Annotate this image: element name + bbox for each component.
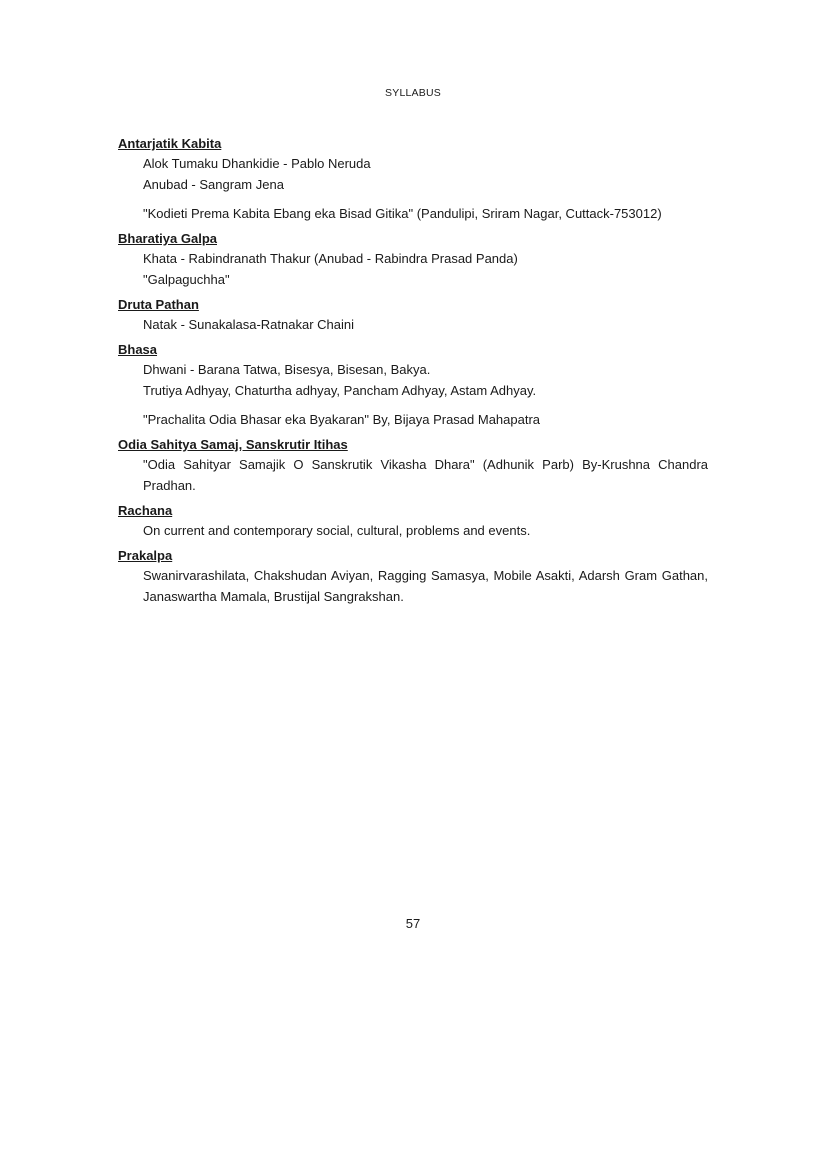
section-line: "Kodieti Prema Kabita Ebang eka Bisad Gitika" (Pandulipi, Sriram Nagar, Cuttack-753012) — [143, 206, 662, 221]
section-line: "Prachalita Odia Bhasar eka Byakaran" By, Bijaya Prasad Mahapatra — [143, 412, 541, 427]
section-heading: Rachana — [118, 503, 173, 518]
section-line: Dhwani - Barana Tatwa, Bisesya, Bisesan, Bakya. — [143, 362, 431, 377]
section-line: "Galpaguchha" — [143, 272, 230, 287]
section-line: Trutiya Adhyay, Chaturtha adhyay, Pancham Adhyay, Astam Adhyay. — [143, 383, 537, 398]
running-header: SYLLABUS — [385, 87, 441, 99]
section-heading: Druta Pathan — [118, 297, 199, 312]
section-line: Natak - Sunakalasa-Ratnakar Chaini — [143, 317, 354, 332]
section-bharatiya-galpa — [118, 230, 708, 290]
section-line: On current and contemporary social, cultural, problems and events. — [143, 523, 531, 538]
syllabus-content — [118, 135, 708, 613]
section-rachana — [118, 502, 708, 541]
section-line: Anubad - Sangram Jena — [143, 177, 284, 192]
section-heading: Bharatiya Galpa — [118, 231, 217, 246]
section-prakalpa — [118, 547, 708, 607]
section-heading: Prakalpa — [118, 548, 173, 563]
section-heading: Bhasa — [118, 342, 158, 357]
section-bhasa — [118, 341, 708, 430]
section-heading: Antarjatik Kabita — [118, 136, 222, 151]
page-number: 57 — [405, 916, 421, 931]
section-line: Khata - Rabindranath Thakur (Anubad - Rabindra Prasad Panda) — [143, 251, 518, 266]
section-druta-pathan — [118, 296, 708, 335]
section-line: "Odia Sahityar Samajik O Sanskrutik Vikasha Dhara" (Adhunik Parb) By-Krushna Chandra Pradhan. — [143, 457, 708, 493]
section-heading: Odia Sahitya Samaj, Sanskrutir Itihas — [118, 437, 348, 452]
section-line: Swanirvarashilata, Chakshudan Aviyan, Ragging Samasya, Mobile Asakti, Adarsh Gram Gathan, Janaswartha Mamala, Brustijal Sangrakshan. — [143, 568, 708, 604]
section-odia-sahitya-samaj — [118, 436, 708, 496]
section-antarjatik-kabita — [118, 135, 708, 224]
section-line: Alok Tumaku Dhankidie - Pablo Neruda — [143, 156, 371, 171]
